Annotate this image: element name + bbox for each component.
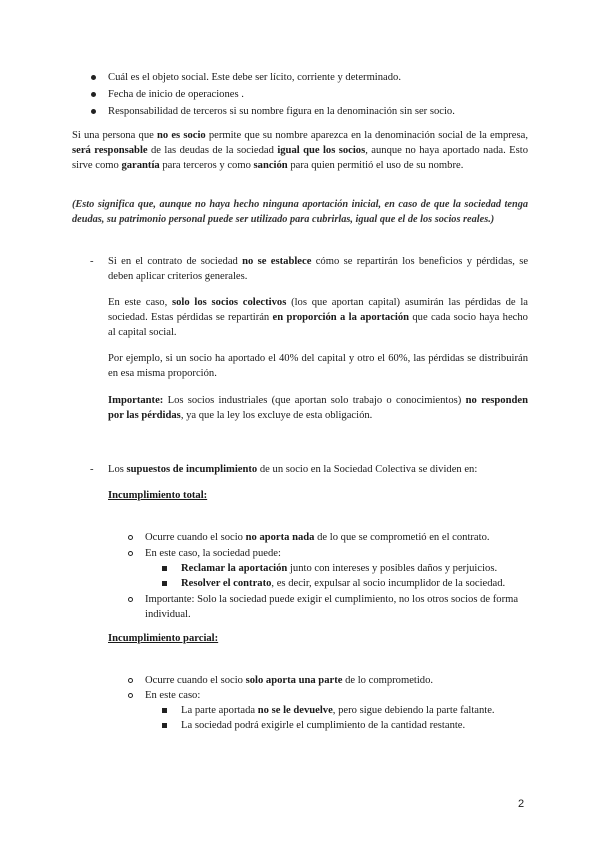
square-bullet-icon xyxy=(162,708,167,713)
paragraph-breach-types: Los supuestos de incumplimiento de un socio en la Sociedad Colectiva se dividen en: xyxy=(108,464,478,475)
circle-bullet-icon xyxy=(128,551,133,556)
italic-note: (Esto significa que, aunque no haya hecho ninguna aportación inicial, en caso de que la sociedad tenga deudas, su patrimonio personal puede ser utilizado para cubrirlas, igual que el de los socios reales.) xyxy=(72,199,528,225)
paragraph-profit-loss: Si en el contrato de sociedad no se establece cómo se repartirán los beneficios y pérdidas, se deben aplicar criterios generales. xyxy=(108,256,529,282)
bullet-icon xyxy=(91,92,96,97)
list-item: La parte aportada no se le devuelve, pero sigue debiendo la parte faltante. xyxy=(181,705,495,716)
square-bullet-icon xyxy=(162,723,167,728)
page-number: 2 xyxy=(518,798,525,810)
paragraph-example: Por ejemplo, si un socio ha aportado el 40% del capital y otro el 60%, las pérdidas se distribuirán en esa misma proporción. xyxy=(108,353,528,379)
paragraph-collective-partners: En este caso, solo los socios colectivos (los que aportan capital) asumirán las pérdidas de la sociedad. Estas pérdidas se repartirán en proporción a la aportación que cada socio haya hecho al capital social. xyxy=(108,297,529,338)
bullet-icon xyxy=(91,75,96,80)
list-item: Responsabilidad de terceros si su nombre figura en la denominación sin ser socio. xyxy=(108,106,455,117)
paragraph-industrial-partners: Importante: Los socios industriales (que aportan solo trabajo o conocimientos) no responden por las pérdidas, ya que la ley los excluye de esta obligación. xyxy=(108,395,528,421)
list-item: Ocurre cuando el socio no aporta nada de lo que se comprometió en el contrato. xyxy=(145,532,490,543)
circle-bullet-icon xyxy=(128,678,133,683)
list-item: Reclamar la aportación junto con intereses y posibles daños y perjuicios. xyxy=(181,563,498,574)
list-item: Ocurre cuando el socio solo aporta una parte de lo comprometido. xyxy=(145,675,434,686)
list-item: En este caso, la sociedad puede: xyxy=(145,548,281,559)
circle-bullet-icon xyxy=(128,693,133,698)
circle-bullet-icon xyxy=(128,597,133,602)
list-item: Fecha de inicio de operaciones . xyxy=(108,89,244,100)
square-bullet-icon xyxy=(162,581,167,586)
bullet-icon xyxy=(91,109,96,114)
heading-partial-breach: Incumplimiento parcial: xyxy=(108,633,219,644)
circle-bullet-icon xyxy=(128,535,133,540)
list-item: Resolver el contrato, es decir, expulsar al socio incumplidor de la sociedad. xyxy=(181,578,506,589)
list-item: Importante: Solo la sociedad puede exigir el cumplimiento, no los otros socios de forma individual. xyxy=(145,594,519,620)
dash-icon: - xyxy=(90,256,94,267)
heading-total-breach: Incumplimiento total: xyxy=(108,490,208,501)
square-bullet-icon xyxy=(162,566,167,571)
dash-icon: - xyxy=(90,464,94,475)
list-item: Cuál es el objeto social. Este debe ser lícito, corriente y determinado. xyxy=(108,72,401,83)
list-item: La sociedad podrá exigirle el cumplimiento de la cantidad restante. xyxy=(181,720,466,731)
list-item: En este caso: xyxy=(145,690,201,701)
paragraph-third-party-liability: Si una persona que no es socio permite que su nombre aparezca en la denominación social de la empresa, será responsable de las deudas de la sociedad igual que los socios, aunque no haya aportado nada. Esto sirve como garantía para terceros y como sanción para quien permitió el uso de su nombre. xyxy=(72,130,528,171)
